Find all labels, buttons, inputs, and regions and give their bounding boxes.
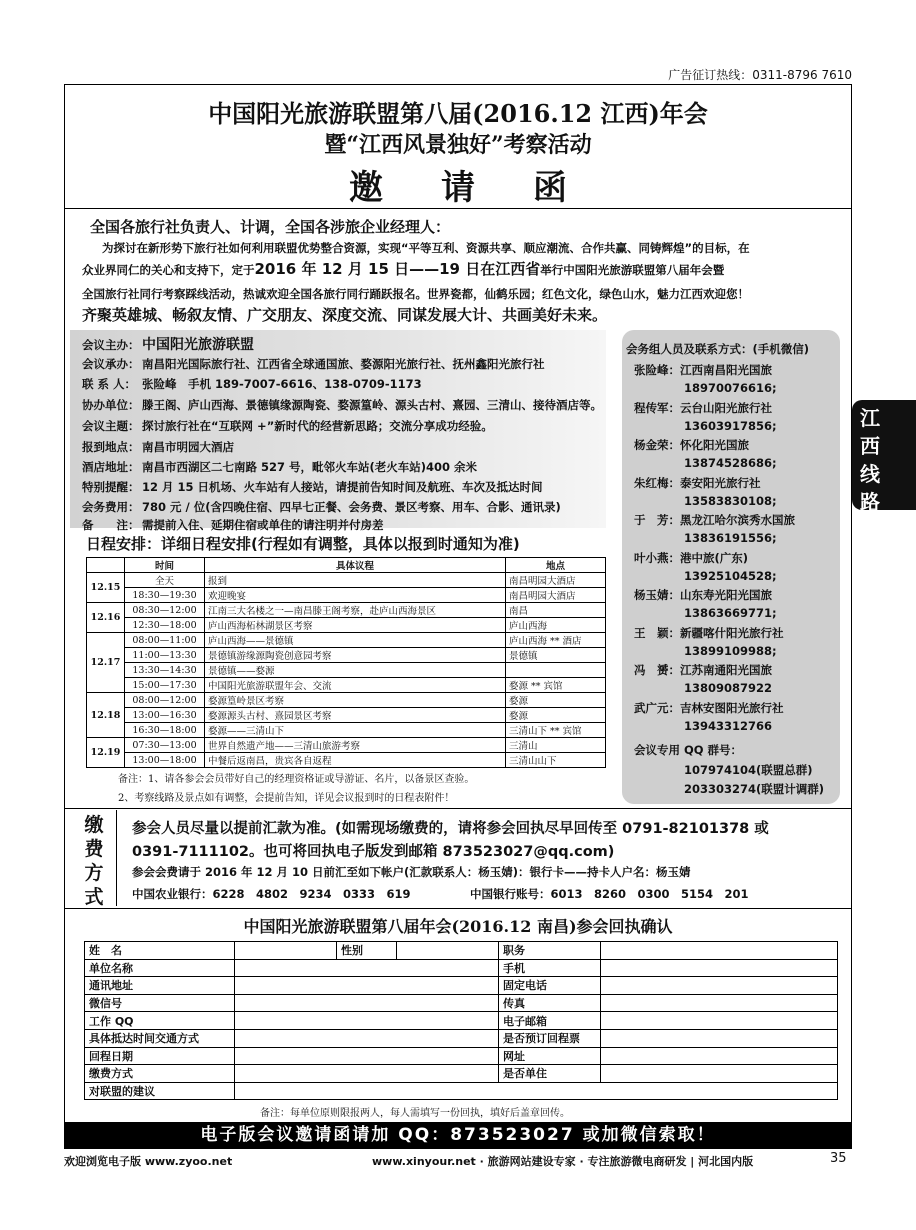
contact-org: 泰安阳光旅行社: [680, 475, 761, 490]
ad-hotline: 广告征订热线：0311-8796 7610: [668, 68, 852, 82]
divider: [64, 808, 852, 809]
receipt-row: [85, 1029, 838, 1047]
info-key: 酒店地址：: [82, 460, 140, 474]
field-label: 手机: [499, 959, 601, 977]
schedule-row: [87, 573, 606, 588]
schedule-location: 婺源: [506, 693, 606, 708]
receipt-title: 中国阳光旅游联盟第八届年会(2016.12 南昌)参会回执确认: [243, 917, 673, 936]
schedule-item: 报到: [205, 573, 506, 588]
schedule-time: 13:30—14:30: [125, 663, 205, 678]
info-value: 探讨旅行社在“互联网 +”新时代的经营新思路；交流分享成功经验。: [142, 419, 493, 433]
field-label: 微信号: [85, 994, 235, 1012]
contact-org: 黑龙江哈尔滨秀水国旅: [680, 513, 795, 527]
contact-row: [634, 475, 761, 491]
contact-phone: 13874528686;: [684, 456, 777, 470]
greeting: 全国各旅行社负责人、计调，全国各涉旅企业经理人：: [90, 218, 451, 236]
schedule-table: [86, 557, 606, 768]
field-input[interactable]: [601, 994, 838, 1012]
info-key: 协办单位：: [82, 398, 140, 412]
field-label: 网址: [499, 1047, 601, 1065]
contact-row: [634, 700, 784, 716]
contact-phone: 18970076616;: [684, 381, 777, 395]
payment-line-2: 0391-7111102。也可将回执电子版发到邮箱 873523027@qq.com): [132, 844, 615, 860]
schedule-time: 18:30—19:30: [125, 588, 205, 603]
schedule-time: 11:00—13:30: [125, 648, 205, 663]
field-label: 电子邮箱: [499, 1012, 601, 1030]
schedule-date: 12.15: [87, 573, 125, 603]
sub-title: 暨“江西风景独好”考察活动: [324, 132, 592, 158]
contact-org: 云台山阳光旅行社: [680, 400, 772, 415]
field-input[interactable]: [601, 1029, 838, 1047]
info-row: [82, 479, 543, 495]
contact-org: 吉林安图阳光旅行社: [680, 700, 784, 715]
field-input[interactable]: [601, 977, 838, 995]
schedule-location: 三清山山下: [506, 753, 606, 768]
schedule-location: 景德镇: [506, 648, 606, 663]
invitation-heading: 邀请函: [349, 168, 625, 208]
schedule-row: [87, 753, 606, 768]
contact-row: [634, 662, 772, 678]
schedule-row: [87, 633, 606, 648]
schedule-time: 08:00—12:00: [125, 693, 205, 708]
schedule-date: 12.19: [87, 738, 125, 768]
info-value: 南昌市西湖区二七南路 527 号，毗邻火车站(老火车站)400 余米: [142, 460, 478, 474]
intro-text: 举行中国阳光旅游联盟第八届年会暨: [540, 263, 725, 277]
field-input[interactable]: [235, 994, 499, 1012]
contact-org: 新疆喀什阳光旅行社: [680, 625, 784, 640]
contacts-title: 会务组人员及联系方式：(手机微信): [626, 342, 810, 356]
slogan: 齐聚英雄城、畅叙友情、广交朋友、深度交流、同谋发展大计、共画美好未来。: [82, 306, 608, 324]
info-row: [82, 439, 234, 455]
receipt-note: 备注：每单位原则限报两人，每人需填写一份回执，填好后盖章回传。: [260, 1108, 570, 1119]
schedule-item: 景德镇——婺源: [205, 663, 506, 678]
field-label: 通讯地址: [85, 977, 235, 995]
schedule-time: 12:30—18:00: [125, 618, 205, 633]
bank-account-1: 中国农业银行：6228 4802 9234 0333 619: [132, 887, 411, 901]
receipt-row: [85, 977, 838, 995]
schedule-time: 08:00—11:00: [125, 633, 205, 648]
contact-name: 张险峰：: [634, 363, 680, 377]
contact-row: [634, 550, 748, 566]
contact-name: 程传军：: [634, 400, 680, 415]
schedule-location: 三清山下 ** 宾馆: [506, 723, 606, 738]
schedule-time: 全天: [125, 573, 205, 588]
schedule-item: 景德镇游缘源陶瓷创意园考察: [205, 648, 506, 663]
header-cell: 具体议程: [205, 558, 506, 573]
info-row: [82, 397, 602, 413]
qq-group-label: 会议专用 QQ 群号：: [634, 743, 743, 757]
contact-org: 江西南昌阳光国旅: [680, 363, 772, 377]
contact-row: [634, 437, 749, 453]
field-label: 是否单住: [499, 1065, 601, 1083]
schedule-location: 庐山西海: [506, 618, 606, 633]
field-label: 工作 QQ: [85, 1012, 235, 1030]
receipt-row: [85, 942, 838, 960]
schedule-location: 婺源 ** 宾馆: [506, 678, 606, 693]
schedule-item: 婺源篁岭景区考察: [205, 693, 506, 708]
section-tab-label: 江西线路: [860, 406, 880, 514]
contact-row: [634, 400, 772, 416]
schedule-date: 12.18: [87, 693, 125, 738]
info-row: [82, 418, 493, 434]
field-input[interactable]: [601, 942, 838, 960]
contact-name: 武广元：: [634, 700, 680, 715]
payment-line-1: 参会人员尽量以提前汇款为准。(如需现场缴费的，请将参会回执尽早回传至 0791-82101378 或: [132, 821, 769, 837]
field-label: 对联盟的建议: [85, 1082, 235, 1100]
intro-text: 众业界同仁的关心和支持下，定于: [82, 263, 255, 277]
qq-banner: 电子版会议邀请函请加 QQ：873523027 或加微信索取！: [64, 1122, 852, 1148]
header-cell: 时间: [125, 558, 205, 573]
contact-phone: 13809087922: [684, 681, 773, 695]
schedule-item: 庐山西海——景德镇: [205, 633, 506, 648]
schedule-row: [87, 693, 606, 708]
qq-group-2: 203303274(联盟计调群): [684, 782, 825, 796]
intro-line-3: 全国旅行社同行考察踩线活动，热诚欢迎全国各旅行同行踊跃报名。世界瓷都，仙鹤乐园；红色文化，绿色山水，魅力江西欢迎您！: [82, 287, 749, 301]
contact-phone: 13925104528;: [684, 568, 777, 583]
schedule-header: [87, 558, 606, 573]
schedule-item: 中餐后返南昌，贵宾各自返程: [205, 753, 506, 768]
info-value: 南昌阳光国际旅行社、江西省全球通国旅、婺源阳光旅行社、抚州鑫阳光旅行社: [142, 357, 545, 371]
contact-row: [634, 512, 795, 528]
schedule-date: 12.16: [87, 603, 125, 633]
field-input[interactable]: [235, 959, 499, 977]
contact-phone: 13863669771;: [684, 606, 777, 620]
info-value: 张险峰 手机 189-7007-6616、138-0709-1173: [142, 377, 422, 391]
divider: [116, 810, 117, 906]
header-cell: 地点: [506, 558, 606, 573]
schedule-row: [87, 723, 606, 738]
info-row: [82, 334, 254, 354]
field-input[interactable]: [397, 942, 499, 960]
schedule-time: 07:30—13:00: [125, 738, 205, 753]
receipt-row: [85, 959, 838, 977]
divider: [64, 208, 852, 209]
field-input[interactable]: [601, 1047, 838, 1065]
schedule-row: [87, 708, 606, 723]
field-label: 传真: [499, 994, 601, 1012]
schedule-row: [87, 648, 606, 663]
schedule-time: 15:00—17:30: [125, 678, 205, 693]
receipt-row: [85, 994, 838, 1012]
info-key: 会务费用：: [82, 500, 140, 514]
schedule-item: 庐山西海柘林湖景区考察: [205, 618, 506, 633]
receipt-row: [85, 1047, 838, 1065]
contact-org: 怀化阳光国旅: [680, 438, 749, 452]
contact-row: [634, 625, 784, 641]
field-label: 性别: [337, 942, 397, 960]
schedule-row: [87, 618, 606, 633]
schedule-item: 世界自然遗产地——三清山旅游考察: [205, 738, 506, 753]
info-value: 12 月 15 日机场、火车站有人接站，请提前告知时间及航班、车次及抵达时间: [142, 480, 543, 494]
page-number: 35: [830, 1151, 847, 1166]
schedule-note-2: 2、考察线路及景点如有调整，会提前告知，详见会议报到时的日程表附件！: [118, 793, 455, 804]
receipt-form: [84, 941, 838, 1100]
contact-org: 江苏南通阳光国旅: [680, 663, 772, 677]
schedule-item: 中国阳光旅游联盟年会、交流: [205, 678, 506, 693]
field-label: 单位名称: [85, 959, 235, 977]
schedule-date: 12.17: [87, 633, 125, 693]
intro-line-1: 为探讨在新形势下旅行社如何利用联盟优势整合资源，实现“平等互利、资源共享、顺应潮流、合作共赢、同铸辉煌”的目标，在: [102, 241, 750, 255]
footer-right: www.xinyour.net · 旅游网站建设专家 · 专注旅游微电商研发 | 河北国内版: [372, 1155, 754, 1168]
intro-line-2: [82, 259, 842, 281]
receipt-row: [85, 1065, 838, 1083]
field-input[interactable]: [601, 1012, 838, 1030]
receipt-row: [85, 1012, 838, 1030]
schedule-row: [87, 678, 606, 693]
receipt-row: [85, 1082, 838, 1100]
main-title: 中国阳光旅游联盟第八届(2016.12 江西)年会: [208, 99, 708, 128]
field-label: 具体抵达时间交通方式: [85, 1029, 235, 1047]
contact-name: 朱红梅：: [634, 475, 680, 490]
suggestion-input[interactable]: [235, 1082, 838, 1100]
contact-row: [634, 362, 772, 378]
field-input[interactable]: [235, 977, 499, 995]
info-row: [82, 356, 545, 372]
schedule-item: 欢迎晚宴: [205, 588, 506, 603]
info-key: 特别提醒：: [82, 480, 140, 494]
contact-phone: 13603917856;: [684, 418, 777, 433]
field-input[interactable]: [235, 1029, 499, 1047]
schedule-location: 南昌: [506, 603, 606, 618]
schedule-location: 南昌明园大酒店: [506, 573, 606, 588]
contact-row: [634, 587, 772, 603]
field-input[interactable]: [235, 1047, 499, 1065]
header-date: [87, 558, 125, 573]
contact-name: 杨金荣：: [634, 438, 680, 452]
info-value: 780 元 / 位(含四晚住宿、四早七正餐、会务费、景区考察、用车、合影、通讯录): [142, 500, 561, 514]
info-key: 备 注：: [82, 518, 140, 532]
info-row: [82, 459, 477, 475]
schedule-location: 三清山: [506, 738, 606, 753]
schedule-time: 13:00—18:00: [125, 753, 205, 768]
schedule-row: [87, 603, 606, 618]
info-row: [82, 517, 384, 533]
info-value: 滕王阁、庐山西海、景德镇缘源陶瓷、婺源篁岭、源头古村、熹园、三清山、接待酒店等。: [142, 398, 602, 412]
info-key: 联 系 人：: [82, 377, 137, 391]
schedule-item: 婺源——三清山下: [205, 723, 506, 738]
schedule-time: 13:00—16:30: [125, 708, 205, 723]
contact-phone: 13836191556;: [684, 531, 777, 545]
field-input[interactable]: [235, 1065, 499, 1083]
qq-group-1: 107974104(联盟总群): [684, 763, 813, 777]
field-label: 职务: [499, 942, 601, 960]
schedule-time: 16:30—18:00: [125, 723, 205, 738]
field-input[interactable]: [235, 1012, 499, 1030]
field-label: 固定电话: [499, 977, 601, 995]
contact-phone: 13899109988;: [684, 643, 777, 658]
schedule-row: [87, 588, 606, 603]
payment-label: 缴费方式: [84, 814, 104, 908]
info-value: 需提前入住、延期住宿或单住的请注明并付房差: [142, 518, 384, 532]
schedule-location: 南昌明园大酒店: [506, 588, 606, 603]
info-row: [82, 376, 422, 392]
contact-name: 于 芳：: [634, 513, 680, 527]
payment-line-3: 参会会费请于 2016 年 12 月 10 日前汇至如下帐户(汇款联系人：杨玉婧)：银行卡——持卡人户名：杨玉婧: [132, 865, 691, 879]
contact-name: 冯 赟：: [634, 663, 680, 677]
field-label: 回程日期: [85, 1047, 235, 1065]
divider: [64, 908, 852, 909]
contact-name: 王 颖：: [634, 625, 680, 640]
info-key: 报到地点：: [82, 440, 140, 454]
schedule-location: [506, 663, 606, 678]
schedule-note-1: 备注：1、请各参会会员带好自己的经理资格证或导游证、名片，以备景区查验。: [118, 774, 475, 785]
field-input[interactable]: [601, 1065, 838, 1083]
contact-org: 山东寿光阳光国旅: [680, 588, 772, 602]
info-key: 会议承办：: [82, 357, 140, 371]
footer-left: 欢迎浏览电子版 www.zyoo.net: [64, 1155, 233, 1168]
contact-org: 港中旅(广东): [680, 550, 749, 565]
schedule-time: 08:30—12:00: [125, 603, 205, 618]
schedule-location: 庐山西海 ** 酒店: [506, 633, 606, 648]
info-key: 会议主题：: [82, 419, 140, 433]
bank-account-2: 中国银行账号：6013 8260 0300 5154 201: [470, 887, 749, 901]
schedule-title: 日程安排：详细日程安排(行程如有调整，具体以报到时通知为准): [86, 535, 520, 553]
info-key: 会议主办：: [82, 338, 140, 352]
info-value: 中国阳光旅游联盟: [142, 337, 254, 353]
schedule-row: [87, 738, 606, 753]
field-input[interactable]: [235, 942, 337, 960]
schedule-item: 江南三大名楼之一—南昌滕王阁考察，赴庐山西海景区: [205, 603, 506, 618]
schedule-location: 婺源: [506, 708, 606, 723]
event-dates: 2016 年 12 月 15 日——19 日在江西省: [254, 260, 541, 278]
field-label: 缴费方式: [85, 1065, 235, 1083]
schedule-row: [87, 663, 606, 678]
info-value: 南昌市明园大酒店: [142, 440, 234, 454]
field-label: 是否预订回程票: [499, 1029, 601, 1047]
contact-name: 杨玉婧：: [634, 588, 680, 602]
contact-phone: 13583830108;: [684, 493, 777, 508]
info-row: [82, 499, 561, 515]
contact-phone: 13943312766: [684, 718, 773, 733]
field-input[interactable]: [601, 959, 838, 977]
schedule-item: 婺源源头古村、熹园景区考察: [205, 708, 506, 723]
contact-name: 叶小燕：: [634, 550, 680, 565]
field-label: 姓 名: [85, 942, 235, 960]
